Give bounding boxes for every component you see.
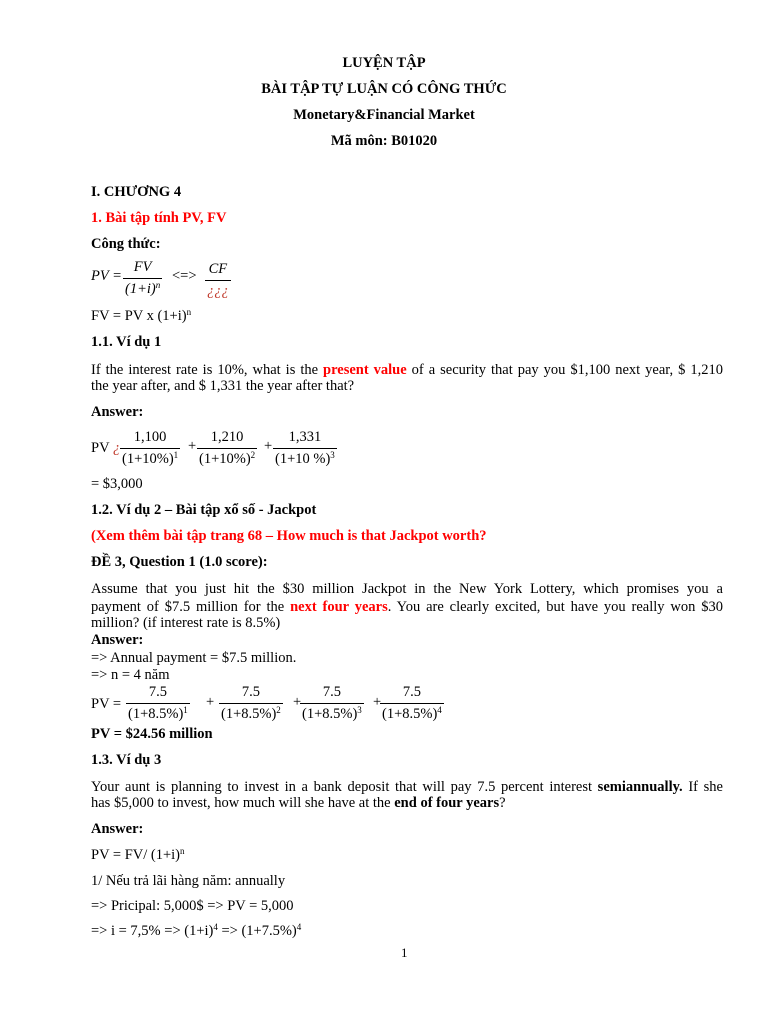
ex2-term-2-den	[219, 703, 283, 722]
pv-fraction	[123, 260, 162, 296]
ex2-term-4-exp: 4	[437, 704, 442, 715]
pv-den-text: (1+i)	[125, 280, 156, 297]
cf-fraction	[205, 262, 231, 298]
fv-formula-exp: n	[186, 307, 192, 317]
example-2-question-line1: Assume that you just hit the $30 million Jackpot in the New York Lottery, which promises you a	[91, 581, 723, 597]
ex2-term-4-num: 7.5	[402, 684, 421, 700]
ex3-line3-exp1: 4	[213, 922, 218, 932]
ex2-term-1-den-text: (1+8.5%)	[128, 705, 184, 722]
pv-lhs: PV =	[91, 268, 122, 284]
header-code: Mã môn: B01020	[330, 133, 438, 149]
ex3-q-line1-c: If she	[682, 779, 723, 795]
cf-numerator: CF	[208, 261, 228, 277]
pv-numerator: FV	[133, 259, 152, 275]
ex1-term-2-den-text: (1+10%)	[199, 450, 251, 467]
ex1-term-1	[120, 430, 180, 466]
ex1-term-2	[197, 430, 257, 466]
ex1-term-1-num: 1,100	[133, 429, 167, 445]
ex1-term-3-den	[273, 448, 337, 467]
example-3-line1: 1/ Nếu trả lãi hàng năm: annually	[91, 873, 286, 889]
formula-label: Công thức:	[91, 236, 161, 252]
ex3-q-line2-b: end of four years	[394, 795, 500, 811]
ex3-q-line2-a: has $5,000 to invest, how much will she have at the	[91, 795, 395, 811]
example-3-line3	[91, 924, 301, 939]
ex1-term-3-exp: 3	[330, 449, 335, 460]
ex3-formula-exp: n	[180, 846, 185, 856]
plus-sign: +	[373, 694, 382, 710]
ex2-term-2	[219, 685, 283, 721]
example-3-question-line2	[91, 796, 506, 811]
ex2-term-3	[300, 685, 364, 721]
ex1-term-1-den	[120, 448, 180, 467]
ex2-term-4-den-text: (1+8.5%)	[382, 705, 438, 722]
example-2-title: 1.2. Ví dụ 2 – Bài tập xổ số - Jackpot	[91, 502, 317, 518]
ex2-term-1	[126, 685, 190, 721]
ex2-term-2-exp: 2	[276, 704, 281, 715]
ex2-term-4	[380, 685, 444, 721]
ex1-term-2-exp: 2	[250, 449, 256, 460]
example-3-answer-label: Answer:	[91, 821, 144, 837]
ex1-term-3-den-text: (1+10 %)	[275, 450, 331, 467]
page-number: 1	[401, 945, 408, 960]
example-2-answer-line1: => Annual payment = $7.5 million.	[91, 650, 297, 666]
ex2-pv-label: PV =	[91, 696, 122, 712]
header-course: Monetary&Financial Market	[293, 107, 475, 123]
ex2-term-2-den-text: (1+8.5%)	[221, 705, 277, 722]
plus-sign: +	[206, 694, 215, 710]
ex1-pv-glyph: ¿	[112, 440, 121, 456]
example-1-title: 1.1. Ví dụ 1	[91, 334, 162, 350]
example-3-question-line1	[91, 778, 723, 796]
ex2-term-3-exp: 3	[357, 704, 362, 715]
fv-formula	[91, 309, 191, 324]
example-1-answer-label: Answer:	[91, 404, 144, 420]
ex1-term-2-den	[197, 448, 257, 467]
ex2-q-line2-b: . You are clearly excited, but have you really won $30	[387, 599, 723, 615]
section-1-title: 1. Bài tập tính PV, FV	[91, 210, 227, 226]
example-1-result: = $3,000	[91, 476, 143, 492]
exam-question-title: ĐỀ 3, Question 1 (1.0 score):	[91, 554, 268, 570]
ex1-term-3	[273, 430, 337, 466]
ex1-term-2-num: 1,210	[210, 429, 244, 445]
example-3-formula	[91, 848, 185, 863]
cf-denominator: ¿¿¿	[205, 280, 231, 299]
header-title: LUYỆN TẬP	[342, 55, 426, 71]
example-3-line2: => Pricipal: 5,000$ => PV = 5,000	[91, 898, 294, 914]
pv-den-exp: n	[155, 279, 161, 290]
pv-denominator	[123, 278, 162, 297]
ex3-q-line1-b: semiannually.	[597, 779, 683, 795]
ex1-pv-text: PV	[91, 440, 110, 456]
example-2-note: (Xem thêm bài tập trang 68 – How much is that Jackpot worth?	[91, 528, 487, 544]
ex2-term-3-den	[300, 703, 364, 722]
ex3-q-line2-c: ?	[499, 795, 506, 811]
example-2-answer-line2: => n = 4 năm	[91, 667, 170, 683]
ex1-pv-label	[91, 441, 120, 456]
ex2-term-4-den	[380, 703, 444, 722]
ex1-q-part1: If the interest rate is 10%, what is the	[91, 362, 324, 378]
ex3-line3-exp2: 4	[296, 922, 302, 932]
equiv-symbol: <=>	[172, 268, 197, 284]
chapter-heading: I. CHƯƠNG 4	[91, 184, 182, 200]
example-2-question-line3: million? (if interest rate is 8.5%)	[91, 615, 281, 631]
fv-formula-text: FV = PV x (1+i)	[91, 308, 187, 324]
plus-sign: +	[188, 438, 197, 454]
example-1-question-line2: the year after, and $ 1,331 the year after that?	[91, 378, 355, 394]
ex1-q-highlight: present value	[323, 362, 407, 378]
example-2-question-line2	[91, 598, 723, 616]
ex2-term-3-den-text: (1+8.5%)	[302, 705, 358, 722]
example-3-title: 1.3. Ví dụ 3	[91, 752, 162, 768]
ex2-term-1-num: 7.5	[148, 684, 167, 700]
plus-sign: +	[293, 694, 302, 710]
ex2-term-1-exp: 1	[183, 704, 188, 715]
ex2-term-1-den	[126, 703, 190, 722]
example-2-result: PV = $24.56 million	[91, 726, 213, 742]
example-2-answer-label: Answer:	[91, 632, 144, 648]
ex1-term-1-den-text: (1+10%)	[122, 450, 174, 467]
ex2-q-line2-a: payment of $7.5 million for the	[91, 599, 291, 615]
ex2-term-3-num: 7.5	[322, 684, 341, 700]
header-subtitle: BÀI TẬP TỰ LUẬN CÓ CÔNG THỨC	[261, 81, 507, 97]
ex2-q-highlight: next four years	[290, 599, 388, 615]
ex2-term-2-num: 7.5	[241, 684, 260, 700]
ex1-term-3-num: 1,331	[288, 429, 322, 445]
ex1-term-1-exp: 1	[173, 449, 179, 460]
example-1-question	[91, 361, 723, 379]
ex3-formula-text: PV = FV/ (1+i)	[91, 847, 181, 863]
plus-sign: +	[264, 438, 273, 454]
ex3-line3-a: => i = 7,5% => (1+i)	[91, 923, 214, 939]
ex3-q-line1-a: Your aunt is planning to invest in a bank deposit that will pay 7.5 percent interest	[91, 779, 598, 795]
ex3-line3-b: => (1+7.5%)	[217, 923, 297, 939]
ex1-q-part2: of a security that pay you $1,100 next year, $ 1,210	[406, 362, 723, 378]
